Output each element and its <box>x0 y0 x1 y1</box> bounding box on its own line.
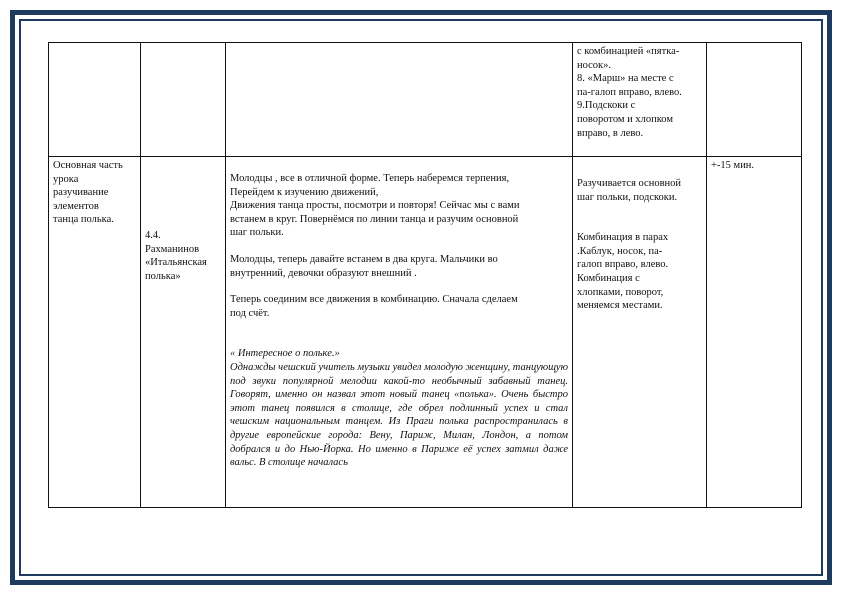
table-row <box>49 43 802 157</box>
text-line: Комбинация с <box>577 272 640 284</box>
text-line: шаг польки, подскоки. <box>577 191 678 203</box>
text-line: па-галоп вправо, влево. <box>577 86 682 98</box>
text-line: разучивание <box>53 187 109 199</box>
text-line: «Итальянская <box>145 257 207 269</box>
text-line: под счёт. <box>230 307 270 319</box>
text-line: танца полька. <box>53 214 114 226</box>
cell-student-activity <box>573 157 707 508</box>
text-line: Основная часть <box>53 160 123 171</box>
cell-music <box>141 157 226 508</box>
cell-time <box>707 157 802 508</box>
text-line: внутренний, девочки образуют внешний . <box>230 267 417 279</box>
text-line: 8. «Марш» на месте с <box>577 73 674 85</box>
text-line: урока <box>53 173 79 185</box>
text-line: поворотом и хлопком <box>577 113 674 125</box>
text-line: 4.4. <box>145 230 161 241</box>
cell-student-activity <box>573 43 707 157</box>
cell-teacher-activity <box>226 157 573 508</box>
text-line: с комбинацией «пятка- <box>577 46 680 57</box>
cell-music <box>141 43 226 157</box>
text-line: элементов <box>53 200 99 212</box>
text-line: Разучивается основной <box>577 178 682 189</box>
cell-stage <box>49 43 141 157</box>
text-line: Комбинация в парах <box>577 232 669 244</box>
text-line: 9.Подскоки с <box>577 100 636 112</box>
text-line: меняемся местами. <box>577 300 663 312</box>
text-line: вправо, в лево. <box>577 127 644 139</box>
text-line: Рахманинов <box>145 243 200 255</box>
story-title: « Интересное о польке.» <box>230 348 340 360</box>
cell-time <box>707 43 802 157</box>
text-line: Молодцы, теперь давайте встанем в два круга. Мальчики во <box>230 253 498 265</box>
story-text: Однажды чешский учитель музыки увидел молодую женщину, танцующую под звуки популярной мелодии какой-то необычный забавный танец. Говорят, именно он назвал этот новый танец «полька». Очень быстро этот танец появился в столице, где обрел подлинный успех и стал чешским национальным танцем. Из Праги полька распространилась в другие европейские города: Вену, Париж, Милан, Лондон, а потом добрался и до Нью-Йорка. Но именно в Париже её успех затмил даже вальс. В столице началась <box>230 361 568 469</box>
text-line: хлопками, поворот, <box>577 286 664 298</box>
text-line: галоп вправо, влево. <box>577 259 669 271</box>
text-line: Движения танца просты, посмотри и повторя! Сейчас мы с вами <box>230 200 520 212</box>
lesson-plan-table <box>48 42 802 508</box>
text-line: встанем в круг. Повернёмся по линии танца и разучим основной <box>230 213 519 225</box>
text-line: Теперь соединим все движения в комбинацию. Сначала сделаем <box>230 294 518 306</box>
duration-text: +-15 мин. <box>711 160 755 171</box>
cell-stage <box>49 157 141 508</box>
table-row <box>49 157 802 508</box>
text-line: Перейдем к изучению движений, <box>230 186 379 198</box>
cell-teacher-activity <box>226 43 573 157</box>
text-line: полька» <box>145 270 181 282</box>
text-line: .Каблук, носок, па- <box>577 245 663 257</box>
text-line: носок». <box>577 59 612 71</box>
text-line: шаг польки. <box>230 227 284 239</box>
text-line: Молодцы , все в отличной форме. Теперь наберемся терпения, <box>230 173 510 184</box>
